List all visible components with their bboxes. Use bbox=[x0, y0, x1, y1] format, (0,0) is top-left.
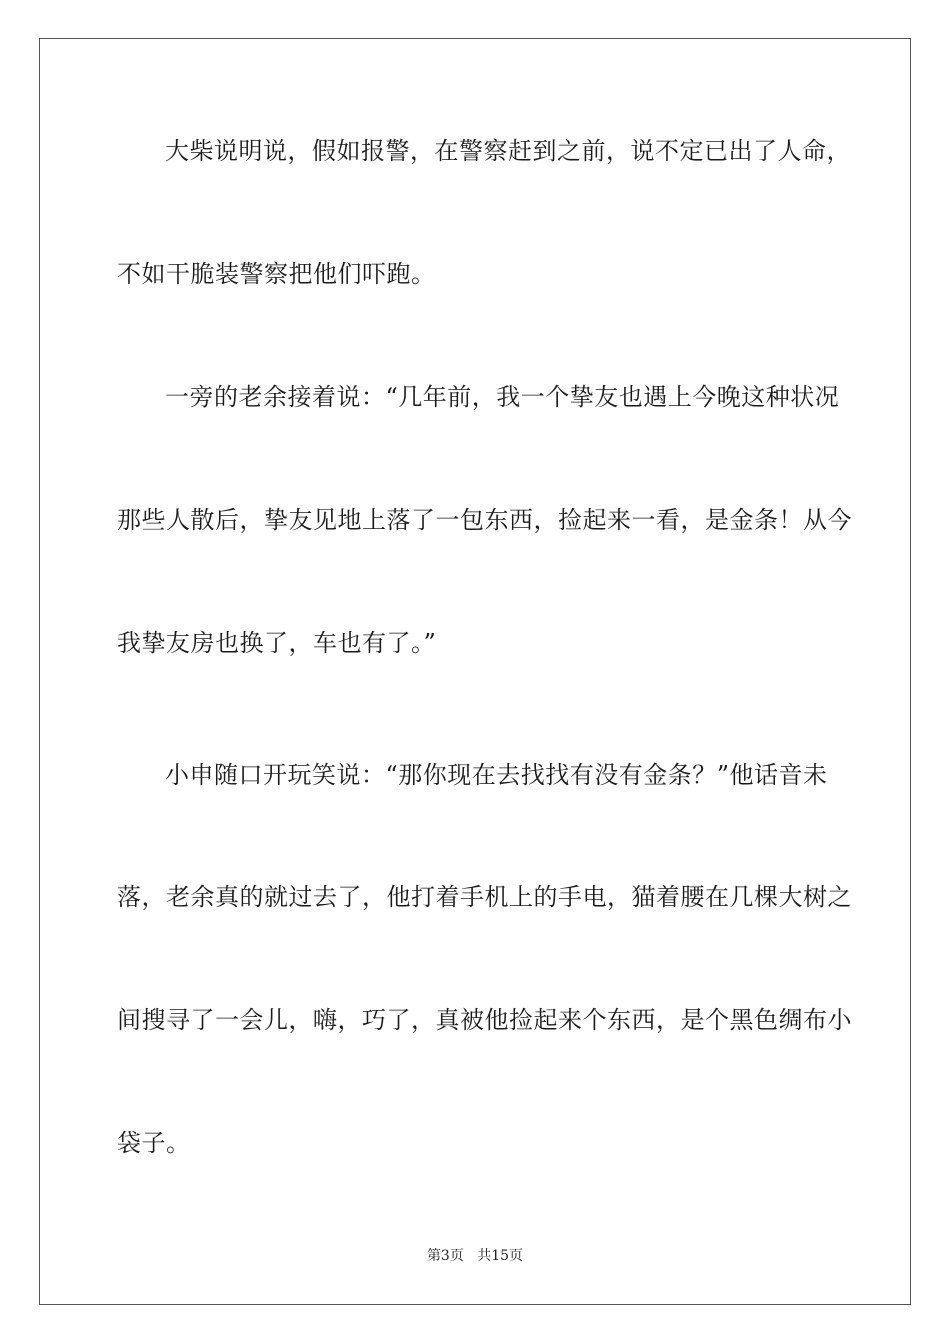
page-total: 共15页 bbox=[477, 1248, 524, 1264]
paragraph-3-line-3: 间搜寻了一会儿，嗨，巧了，真被他捡起来个东西，是个黑色绸布小 bbox=[117, 1006, 852, 1034]
page-border bbox=[39, 38, 911, 1305]
paragraph-1-line-1: 大柴说明说，假如报警，在警察赶到之前，说不定已出了人命， bbox=[165, 137, 851, 165]
paragraph-2-line-3: 我挚友房也换了，车也有了。” bbox=[117, 629, 437, 657]
paragraph-2-line-1: 一旁的老余接着说：“几年前，我一个挚友也遇上今晚这种状况 bbox=[165, 383, 840, 411]
paragraph-3-line-4: 袋子。 bbox=[117, 1129, 191, 1157]
page-footer bbox=[0, 1247, 950, 1265]
paragraph-3-line-1: 小申随口开玩笑说：“那你现在去找找有没有金条？”他话音未 bbox=[165, 761, 828, 789]
paragraph-1-line-2: 不如干脆装警察把他们吓跑。 bbox=[117, 260, 436, 288]
paragraph-3-line-2: 落，老余真的就过去了，他打着手机上的手电，猫着腰在几棵大树之 bbox=[117, 883, 852, 911]
page-number: 第3页 bbox=[426, 1248, 464, 1264]
paragraph-2-line-2: 那些人散后，挚友见地上落了一包东西，捡起来一看，是金条！从今 bbox=[117, 506, 852, 534]
